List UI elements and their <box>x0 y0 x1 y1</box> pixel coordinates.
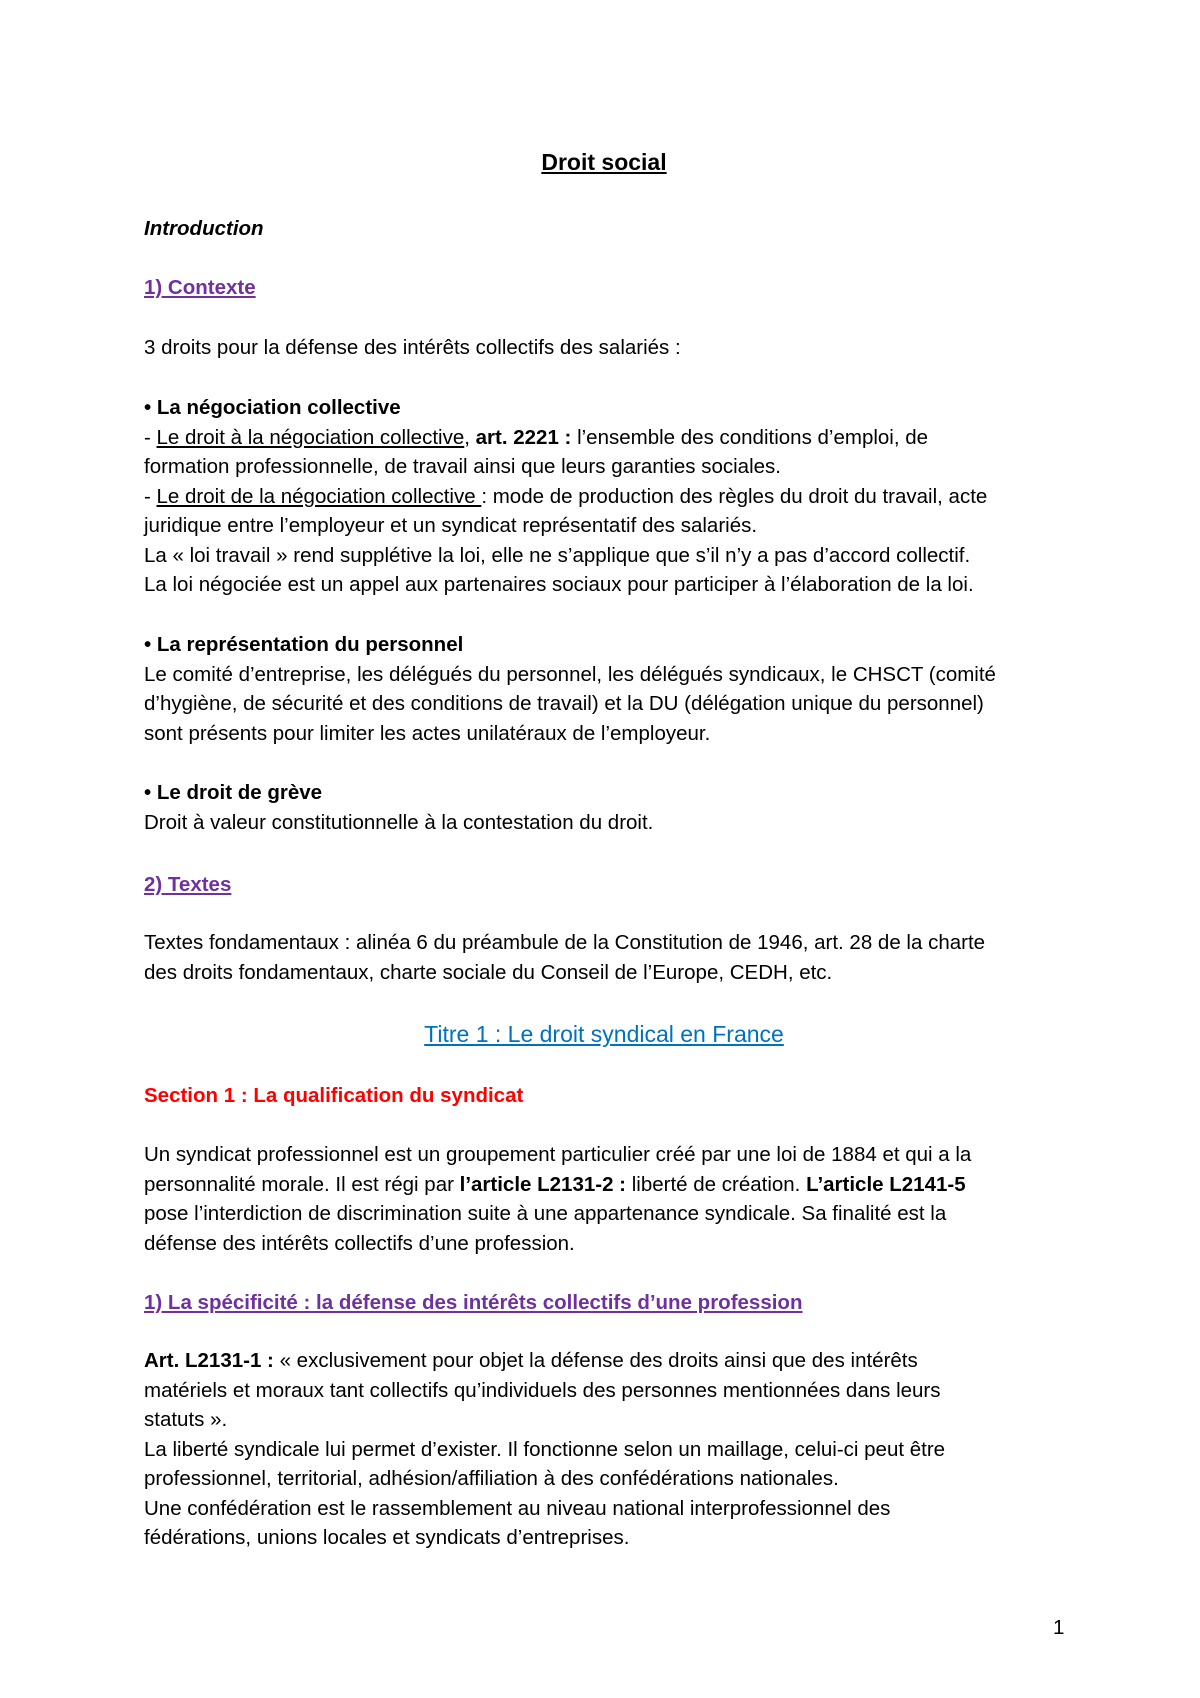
specificite-heading: 1) La spécificité : la défense des intérêts collectifs d’une profession <box>144 1291 803 1314</box>
negociation-line-3: - Le droit de la négociation collective : mode de production des règles du droit du travail, acte <box>144 484 988 508</box>
textes-line-1: Textes fondamentaux : alinéa 6 du préambule de la Constitution de 1946, art. 28 de la charte <box>144 931 986 954</box>
document-title: Droit social <box>541 149 667 175</box>
greve-block <box>144 778 1064 837</box>
droit-a-la-negociation-term: Le droit à la négociation collective <box>156 425 465 449</box>
section-1-line-4: défense des intérêts collectifs d’une profession. <box>144 1231 575 1255</box>
droit-de-la-negociation-term: Le droit de la négociation collective <box>156 484 482 508</box>
page-number: 1 <box>1053 1616 1065 1639</box>
representation-line-2: d’hygiène, de sécurité et des conditions de travail) et la DU (délégation unique du personnel) <box>144 692 984 715</box>
negociation-line-2: formation professionnelle, de travail ainsi que leurs garanties sociales. <box>144 455 781 478</box>
article-l2141-5-ref: L’article L2141-5 <box>806 1172 966 1196</box>
article-reference: art. 2221 : <box>475 425 572 449</box>
contexte-heading: 1) Contexte <box>144 276 256 299</box>
section-1-block <box>144 1140 1064 1258</box>
negociation-line-4: juridique entre l’employeur et un syndicat représentatif des salariés. <box>144 514 758 537</box>
textes-heading: 2) Textes <box>144 873 232 896</box>
specificite-line-2: matériels et moraux tant collectifs qu’individuels des personnes mentionnées dans leurs <box>144 1378 941 1402</box>
section-1-line-2: personnalité morale. Il est régi par l’article L2131-2 : liberté de création. L’article L2141-5 <box>144 1172 966 1196</box>
article-l2131-2-ref: l’article L2131-2 : <box>459 1172 627 1196</box>
textes-block <box>144 928 1064 987</box>
textes-line-2: des droits fondamentaux, charte sociale du Conseil de l’Europe, CEDH, etc. <box>144 960 833 984</box>
negociation-line-1: - Le droit à la négociation collective, art. 2221 : l’ensemble des conditions d’emploi, de <box>144 425 929 449</box>
section-1-line-1: Un syndicat professionnel est un groupement particulier créé par une loi de 1884 et qui a la <box>144 1143 972 1166</box>
negociation-heading: • La négociation collective <box>144 396 401 419</box>
section-1-line-3: pose l’interdiction de discrimination suite à une appartenance syndicale. Sa finalité est la <box>144 1202 947 1225</box>
section-1-heading: Section 1 : La qualification du syndicat <box>144 1084 524 1107</box>
specificite-line-7: fédérations, unions locales et syndicats d’entreprises. <box>144 1526 630 1549</box>
negociation-line-5: La « loi travail » rend supplétive la loi, elle ne s’applique que s’il n’y a pas d’accord collectif. <box>144 543 971 567</box>
specificite-line-1: Art. L2131-1 : « exclusivement pour objet la défense des droits ainsi que des intérêts <box>144 1349 918 1372</box>
specificite-line-3: statuts ». <box>144 1408 228 1431</box>
representation-line-3: sont présents pour limiter les actes unilatéraux de l’employeur. <box>144 721 711 745</box>
introduction-heading: Introduction <box>144 217 264 240</box>
negociation-block <box>144 393 1064 600</box>
contexte-lead: 3 droits pour la défense des intérêts collectifs des salariés : <box>144 336 681 359</box>
greve-heading: • Le droit de grève <box>144 781 323 804</box>
titre-1-heading: Titre 1 : Le droit syndical en France <box>424 1021 784 1047</box>
representation-block <box>144 630 1064 748</box>
specificite-line-5: professionnel, territorial, adhésion/affiliation à des confédérations nationales. <box>144 1467 839 1490</box>
greve-line-1: Droit à valeur constitutionnelle à la contestation du droit. <box>144 810 654 834</box>
article-l2131-1-ref: Art. L2131-1 : <box>144 1349 274 1372</box>
specificite-line-4: La liberté syndicale lui permet d’exister. Il fonctionne selon un maillage, celui-ci peut être <box>144 1437 946 1461</box>
representation-heading: • La représentation du personnel <box>144 633 464 656</box>
specificite-block <box>144 1346 1064 1553</box>
negociation-line-6: La loi négociée est un appel aux partenaires sociaux pour participer à l’élaboration de la loi. <box>144 573 974 596</box>
representation-line-1: Le comité d’entreprise, les délégués du personnel, les délégués syndicaux, le CHSCT (comité <box>144 662 996 686</box>
specificite-line-6: Une confédération est le rassemblement au niveau national interprofessionnel des <box>144 1496 891 1520</box>
